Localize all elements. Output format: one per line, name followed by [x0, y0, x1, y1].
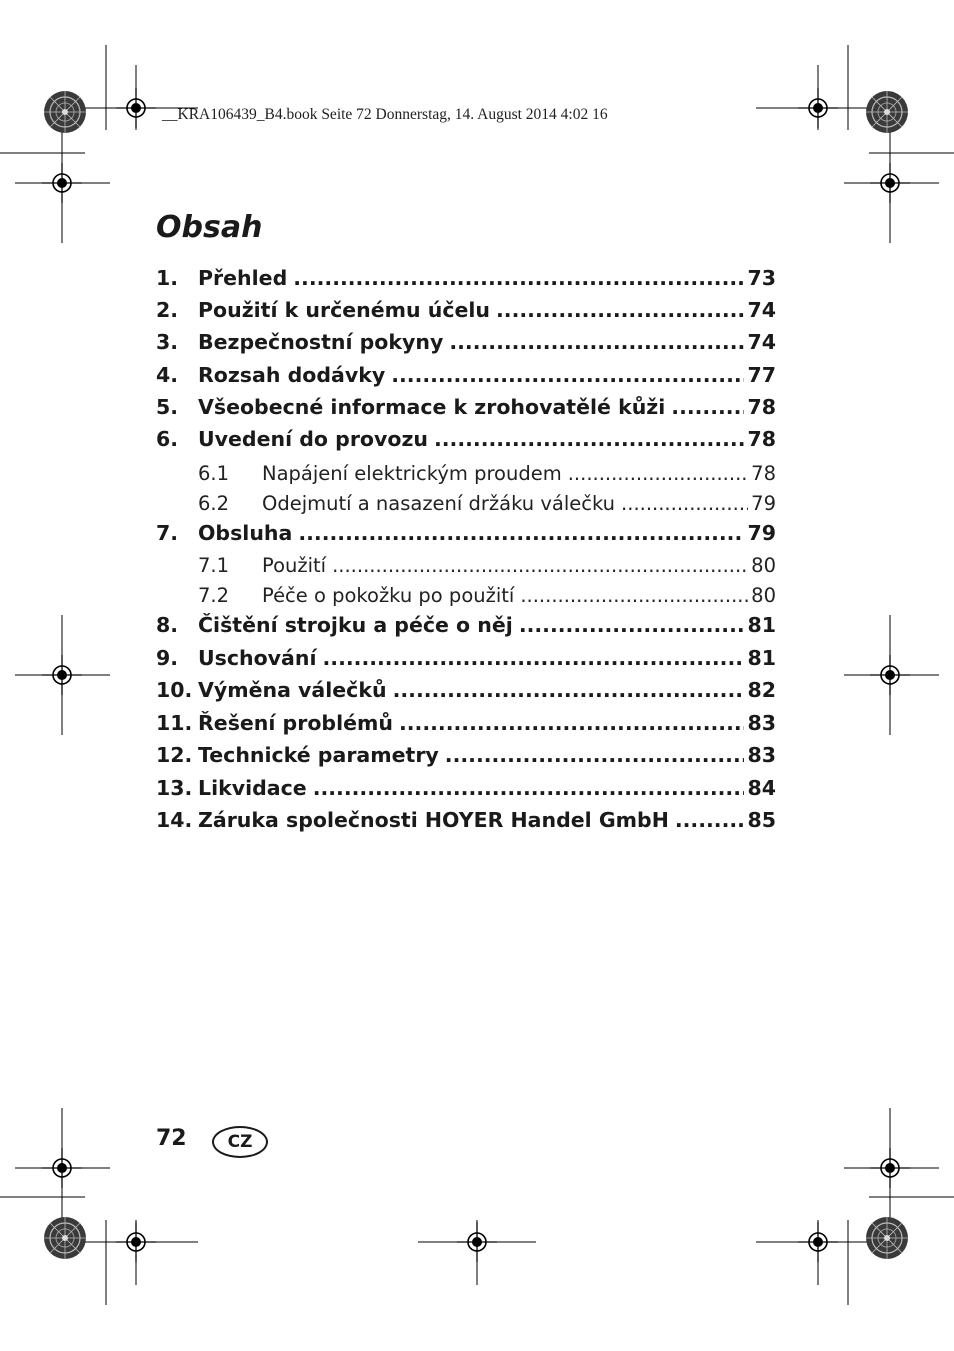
toc-entry-number: 9.	[156, 646, 179, 670]
toc-entry-page: 77	[747, 363, 776, 387]
toc-entry-title: Přehled	[198, 266, 288, 290]
toc-leader-dots	[496, 298, 744, 322]
toc-entry-title: Řešení problémů	[198, 711, 393, 735]
toc-entry-number: 6.1	[198, 462, 230, 485]
toc-entry-page: 79	[751, 492, 776, 515]
toc-entry-title: Čištění strojku a péče o něj	[198, 613, 513, 637]
toc-entry-page: 80	[751, 584, 776, 607]
toc-leader-dots	[434, 427, 744, 451]
toc-entry-title: Obsluha	[198, 521, 293, 545]
toc-entry-title: Záruka společnosti HOYER Handel GmbH	[198, 808, 669, 832]
toc-entry-title: Rozsah dodávky	[198, 363, 386, 387]
toc-entry-title: Technické parametry	[198, 743, 439, 767]
toc-entry[interactable]	[156, 521, 776, 545]
toc-entry[interactable]	[156, 298, 776, 322]
toc-leader-dots	[391, 363, 744, 387]
toc-entry-title: Odejmutí a nasazení držáku válečku	[262, 492, 616, 515]
toc-leader-dots	[519, 613, 745, 637]
toc-entry[interactable]	[156, 613, 776, 637]
toc-entry-title: Uvedení do provozu	[198, 427, 428, 451]
toc-entry-number: 10.	[156, 678, 193, 702]
toc-entry[interactable]	[156, 646, 776, 670]
toc-leader-dots	[621, 492, 748, 515]
toc-entry-title: Bezpečnostní pokyny	[198, 330, 444, 354]
toc-leader-dots	[675, 808, 745, 832]
language-badge: CZ	[212, 1126, 268, 1158]
toc-entry-page: 73	[747, 266, 776, 290]
toc-entry[interactable]	[156, 395, 776, 419]
toc-subentry[interactable]	[156, 492, 776, 515]
toc-entry-page: 78	[747, 395, 776, 419]
toc-subentry[interactable]	[156, 584, 776, 607]
toc-entry-page: 83	[747, 743, 776, 767]
toc-leader-dots	[393, 678, 745, 702]
toc-entry-page: 74	[747, 330, 776, 354]
toc-entry[interactable]	[156, 776, 776, 800]
toc-leader-dots	[568, 462, 748, 485]
toc-entry-number: 6.2	[198, 492, 230, 515]
toc-entry-number: 5.	[156, 395, 179, 419]
toc-entry-title: Likvidace	[198, 776, 307, 800]
toc-entry-title: Péče o pokožku po použití	[262, 584, 515, 607]
toc-entry-number: 7.	[156, 521, 179, 545]
toc-entry-page: 81	[747, 613, 776, 637]
toc-entry-number: 1.	[156, 266, 179, 290]
toc-leader-dots	[445, 743, 745, 767]
toc-leader-dots	[520, 584, 748, 607]
toc-entry-page: 78	[747, 427, 776, 451]
toc-entry-number: 2.	[156, 298, 179, 322]
toc-entry-number: 8.	[156, 613, 179, 637]
toc-entry-page: 84	[747, 776, 776, 800]
toc-entry-page: 79	[747, 521, 776, 545]
toc-entry-page: 78	[751, 462, 776, 485]
print-slug-line: __KRA106439_B4.book Seite 72 Donnerstag, 14. August 2014 4:02 16	[162, 106, 608, 123]
toc-entry-number: 6.	[156, 427, 179, 451]
toc-entry-number: 14.	[156, 808, 193, 832]
toc-entry-page: 82	[747, 678, 776, 702]
toc-entry[interactable]	[156, 427, 776, 451]
toc-leader-dots	[332, 554, 748, 577]
toc-entry-page: 81	[747, 646, 776, 670]
toc-entry-number: 3.	[156, 330, 179, 354]
toc-subentry[interactable]	[156, 462, 776, 485]
toc-entry-title: Napájení elektrickým proudem	[262, 462, 562, 485]
toc-entry-title: Uschování	[198, 646, 317, 670]
toc-entry[interactable]	[156, 266, 776, 290]
toc-entry-title: Použití k určenému účelu	[198, 298, 491, 322]
toc-entry[interactable]	[156, 330, 776, 354]
page-title: Obsah	[156, 210, 263, 245]
toc-entry[interactable]	[156, 363, 776, 387]
toc-subentry[interactable]	[156, 554, 776, 577]
toc-entry[interactable]	[156, 711, 776, 735]
toc-entry[interactable]	[156, 678, 776, 702]
toc-leader-dots	[313, 776, 745, 800]
toc-entry-page: 83	[747, 711, 776, 735]
toc-entry-title: Výměna válečků	[198, 678, 387, 702]
toc-leader-dots	[449, 330, 744, 354]
toc-leader-dots	[399, 711, 744, 735]
toc-leader-dots	[671, 395, 744, 419]
toc-entry-number: 13.	[156, 776, 193, 800]
toc-leader-dots	[293, 266, 744, 290]
toc-leader-dots	[298, 521, 744, 545]
toc-entry-page: 80	[751, 554, 776, 577]
toc-entry[interactable]	[156, 743, 776, 767]
toc-entry[interactable]	[156, 808, 776, 832]
toc-leader-dots	[323, 646, 745, 670]
toc-entry-number: 7.2	[198, 584, 230, 607]
toc-entry-title: Všeobecné informace k zrohovatělé kůži	[198, 395, 666, 419]
page-number: 72	[156, 1126, 187, 1151]
toc-entry-page: 74	[747, 298, 776, 322]
toc-entry-page: 85	[747, 808, 776, 832]
toc-entry-number: 4.	[156, 363, 179, 387]
toc-entry-number: 11.	[156, 711, 193, 735]
toc-entry-title: Použití	[262, 554, 327, 577]
toc-entry-number: 7.1	[198, 554, 230, 577]
toc-entry-number: 12.	[156, 743, 193, 767]
